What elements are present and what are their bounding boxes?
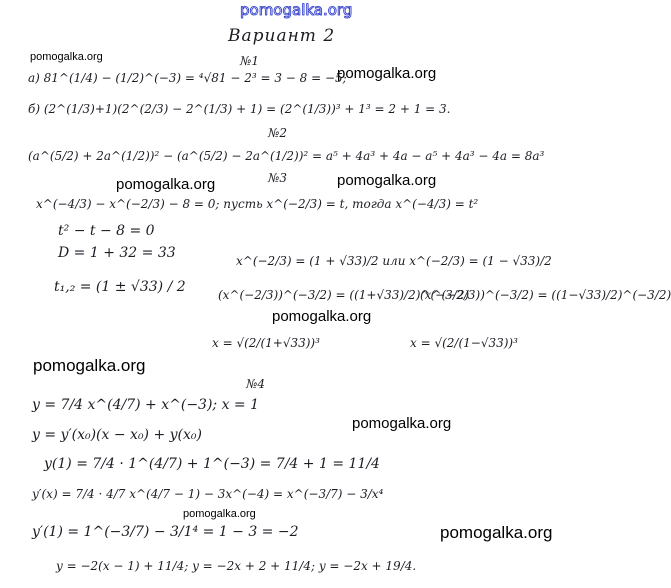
equation-line: y = −2(x − 1) + 11/4; y = −2x + 2 + 11/4; y = −2x + 19/4. [56, 559, 417, 573]
site-watermark: pomogalka.org [183, 508, 256, 520]
equation-line: б) (2^(1/3)+1)(2^(2/3) − 2^(1/3) + 1) = (2^(1/3))³ + 1³ = 2 + 1 = 3. [28, 102, 451, 116]
equation-line: (x^(−2/3))^(−3/2) = ((1+√33)/2)^(−3/2) [218, 288, 470, 302]
equation-line: D = 1 + 32 = 33 [58, 245, 176, 261]
problem-number: №4 [246, 377, 265, 391]
equation-line: y = 7/4 x^(4/7) + x^(−3); x = 1 [32, 397, 260, 413]
equation-line: x^(−2/3) = (1 + √33)/2 или x^(−2/3) = (1 − √33)/2 [236, 254, 552, 268]
equation-line: y′(x) = 7/4 · 4/7 x^(4/7 − 1) − 3x^(−4) = x^(−3/7) − 3/x⁴ [32, 487, 384, 501]
site-watermark: pomogalka.org [116, 176, 216, 193]
site-watermark-top: pomogalka.org [240, 1, 353, 19]
problem-number: №1 [240, 54, 259, 68]
equation-line: t² − t − 8 = 0 [58, 223, 155, 239]
site-watermark: pomogalka.org [30, 51, 103, 63]
problem-number: №2 [268, 126, 287, 140]
site-watermark: pomogalka.org [352, 415, 452, 432]
equation-line: (x^(−2/3))^(−3/2) = ((1−√33)/2)^(−3/2) [420, 288, 671, 302]
problem-number: №3 [268, 171, 287, 185]
equation-line: t₁,₂ = (1 ± √33) / 2 [54, 279, 186, 295]
equation-line: а) 81^(1/4) − (1/2)^(−3) = ⁴√81 − 2³ = 3 − 8 = −5; [28, 71, 347, 85]
equation-line: (a^(5/2) + 2a^(1/2))² − (a^(5/2) − 2a^(1/2))² = a⁵ + 4a³ + 4a − a⁵ + 4a³ − 4a = 8a³ [28, 149, 545, 163]
equation-line: y(1) = 7/4 · 1^(4/7) + 1^(−3) = 7/4 + 1 = 11/4 [44, 456, 380, 472]
equation-line: y′(1) = 1^(−3/7) − 3/1⁴ = 1 − 3 = −2 [32, 524, 299, 540]
equation-line: y = y′(x₀)(x − x₀) + y(x₀) [32, 427, 202, 443]
site-watermark: pomogalka.org [272, 308, 372, 325]
site-watermark: pomogalka.org [33, 356, 146, 375]
site-watermark: pomogalka.org [337, 65, 437, 82]
variant-title: Вариант 2 [228, 26, 336, 46]
site-watermark: pomogalka.org [440, 523, 553, 542]
equation-line: x = √(2/(1+√33))³ [212, 336, 320, 350]
equation-line: x = √(2/(1−√33))³ [410, 336, 518, 350]
equation-line: x^(−4/3) − x^(−2/3) − 8 = 0; пусть x^(−2/3) = t, тогда x^(−4/3) = t² [36, 197, 479, 211]
site-watermark: pomogalka.org [337, 172, 437, 189]
